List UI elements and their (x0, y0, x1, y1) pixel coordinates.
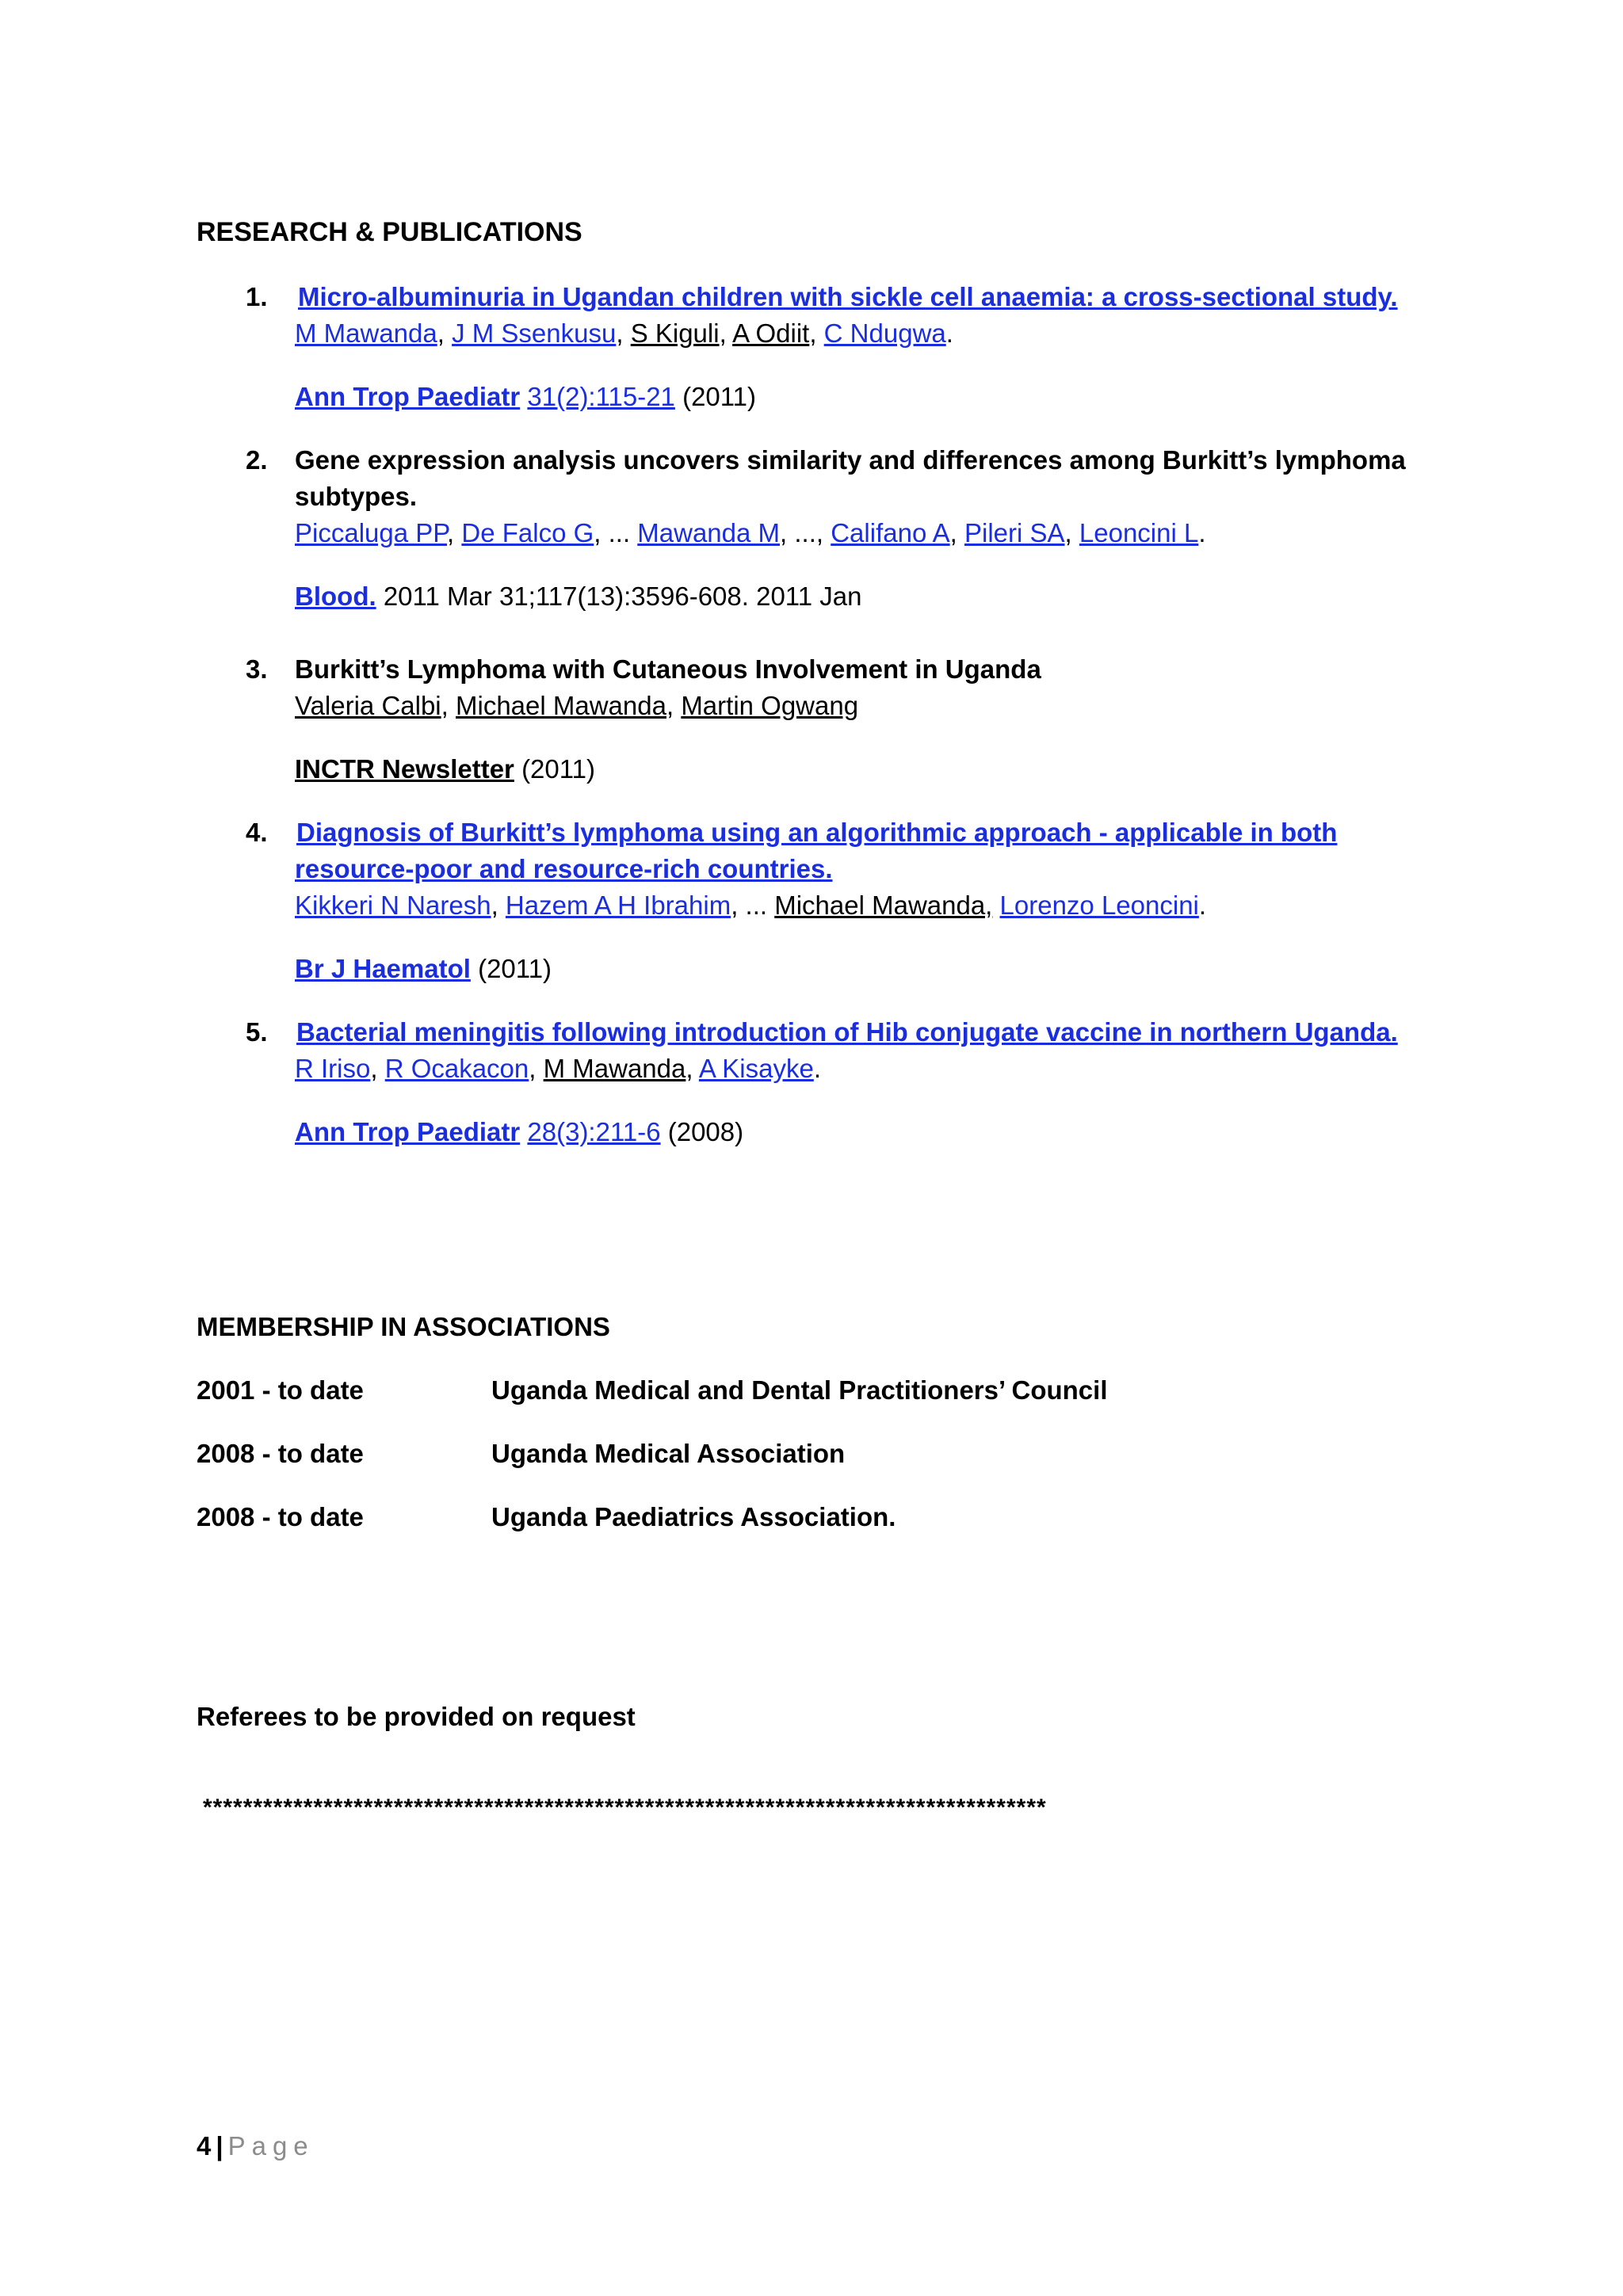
author-separator: , (491, 891, 506, 920)
publication-journal (295, 954, 552, 984)
author-separator: , (666, 691, 682, 720)
author-separator: . (1198, 518, 1206, 547)
author-link[interactable]: Hazem A H Ibrahim (505, 891, 731, 920)
author-separator: , (441, 691, 456, 720)
publication-title-link-continued[interactable]: resource-poor and resource-rich countries. (295, 854, 833, 883)
publication-number: 3. (246, 654, 268, 684)
author-separator: , ..., (780, 518, 831, 547)
author-link[interactable]: Kikkeri N Naresh (295, 891, 491, 920)
author-separator: , (719, 318, 733, 348)
author-name: Michael Mawanda, (774, 891, 993, 920)
membership-period: 2008 - to date (197, 1439, 364, 1468)
journal-link[interactable]: Ann Trop Paediatr (295, 382, 521, 411)
publication-journal (295, 382, 756, 412)
page-footer (197, 2131, 315, 2161)
author-name: M Mawanda (543, 1054, 686, 1083)
publication-authors (295, 518, 1206, 548)
membership-organization: Uganda Medical Association (491, 1439, 846, 1468)
publication-year: (2011) (521, 754, 596, 784)
membership-heading: MEMBERSHIP IN ASSOCIATIONS (197, 1312, 610, 1341)
author-name: Martin Ogwang (681, 691, 859, 720)
author-link[interactable]: Lorenzo Leoncini (999, 891, 1199, 920)
publication-title-link[interactable]: Diagnosis of Burkitt’s lymphoma using an algorithmic approach - applicable in both (296, 818, 1338, 847)
author-link[interactable]: M Mawanda (295, 318, 437, 348)
publication-journal (295, 582, 861, 612)
membership-organization: Uganda Medical and Dental Practitioners’ Council (491, 1375, 1108, 1405)
author-link[interactable]: J M Ssenkusu (452, 318, 617, 348)
author-separator: . (945, 318, 953, 348)
author-link[interactable]: Leoncini L (1079, 518, 1199, 547)
author-link[interactable]: Califano A (831, 518, 950, 547)
author-separator: , (616, 318, 631, 348)
referees-note: Referees to be provided on request (197, 1702, 636, 1731)
author-name: S Kiguli (630, 318, 720, 348)
author-link[interactable]: Pileri SA (964, 518, 1065, 547)
asterisk-divider: ************************************************************************************ (203, 1794, 1047, 1821)
publication-details: 2011 Mar 31;117(13):3596-608. 2011 Jan (383, 582, 862, 611)
membership-organization: Uganda Paediatrics Association. (491, 1502, 896, 1531)
publication-title: Burkitt’s Lymphoma with Cutaneous Involvement in Uganda (295, 654, 1041, 684)
research-heading: RESEARCH & PUBLICATIONS (197, 217, 582, 247)
membership-row (197, 1439, 845, 1469)
citation-link[interactable]: 31(2):115-21 (527, 382, 675, 411)
publication-title-link[interactable]: Micro-albuminuria in Ugandan children with sickle cell anaemia: a cross-sectional study. (298, 282, 1398, 311)
author-separator: , (685, 1054, 699, 1083)
citation-link[interactable]: 28(3):211-6 (527, 1117, 661, 1146)
publication-authors (295, 691, 858, 721)
author-link[interactable]: Piccaluga PP (295, 518, 448, 547)
author-link[interactable]: C Ndugwa (823, 318, 946, 348)
page-label: Page (227, 2131, 315, 2161)
membership-row (197, 1502, 896, 1532)
publication-title: Gene expression analysis uncovers similarity and differences among Burkitt’s lymphoma (295, 445, 1406, 475)
author-separator: , (529, 1054, 544, 1083)
membership-period: 2008 - to date (197, 1502, 364, 1531)
author-name: A Odiit (732, 318, 810, 348)
author-separator: . (1198, 891, 1207, 920)
journal-name: INCTR Newsletter (295, 754, 514, 784)
publication-year: (2008) (667, 1117, 744, 1146)
publication-number: 1. (246, 282, 268, 311)
author-link[interactable]: De Falco G (461, 518, 594, 547)
membership-row (197, 1375, 1108, 1405)
author-separator: , (437, 318, 453, 348)
author-link[interactable]: R Iriso (295, 1054, 371, 1083)
footer-separator: | (216, 2131, 223, 2161)
author-link[interactable]: A Kisayke (698, 1054, 814, 1083)
author-link[interactable]: R Ocakacon (384, 1054, 529, 1083)
author-separator: , (1064, 518, 1079, 547)
author-separator (992, 891, 999, 920)
journal-link[interactable]: Ann Trop Paediatr (295, 1117, 521, 1146)
author-separator: , (447, 518, 462, 547)
author-separator: . (813, 1054, 821, 1083)
author-separator: , ... (731, 891, 775, 920)
author-separator: , ... (594, 518, 638, 547)
journal-link[interactable]: Br J Haematol (295, 954, 471, 983)
publication-number: 5. (246, 1017, 268, 1047)
publication-year: (2011) (478, 954, 552, 983)
publication-authors (295, 891, 1206, 921)
journal-link[interactable]: Blood. (295, 582, 376, 611)
membership-period: 2001 - to date (197, 1375, 364, 1405)
publication-number: 2. (246, 445, 268, 475)
publication-journal (295, 754, 595, 784)
publication-title-continued: subtypes. (295, 482, 418, 511)
author-separator: , (809, 318, 824, 348)
publication-authors (295, 318, 953, 349)
publication-number: 4. (246, 818, 268, 847)
author-name: Michael Mawanda (456, 691, 666, 720)
author-link[interactable]: Mawanda M (637, 518, 781, 547)
publication-authors (295, 1054, 821, 1084)
author-separator: , (949, 518, 964, 547)
publication-year: (2011) (682, 382, 757, 411)
author-name: Valeria Calbi (295, 691, 441, 720)
publication-title-link[interactable]: Bacterial meningitis following introduction of Hib conjugate vaccine in northern Uganda. (296, 1017, 1398, 1047)
page-number: 4 (197, 2131, 212, 2161)
author-separator: , (370, 1054, 385, 1083)
publication-journal (295, 1117, 743, 1147)
